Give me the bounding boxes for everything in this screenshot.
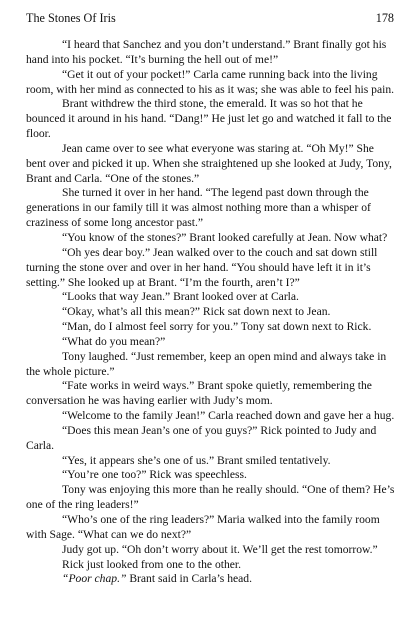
paragraph: “Who’s one of the ring leaders?” Maria walked into the family room with Sage. “What can we do next?” <box>26 513 380 541</box>
paragraph: “Okay, what’s all this mean?” Rick sat down next to Jean. <box>62 305 331 319</box>
paragraph: Brant withdrew the third stone, the emerald. It was so hot that he bounced it around in his hand. “Dang!” He just let go and watched it fall to the floor. <box>26 97 392 141</box>
paragraph: “Looks that way Jean.” Brant looked over at Carla. <box>62 290 299 304</box>
paragraph: Judy got up. “Oh don’t worry about it. We’ll get the rest tomorrow.” <box>62 542 378 556</box>
paragraph: “What do you mean?” <box>62 334 166 348</box>
paragraph: She turned it over in her hand. “The legend past down through the generations in our family till it was almost nothing more than a whisper of craziness of some long ancestor past.” <box>26 186 371 230</box>
paragraph: “You know of the stones?” Brant looked carefully at Jean. Now what? <box>62 230 388 244</box>
paragraph: Jean came over to see what everyone was staring at. “Oh My!” She bent over and picked it up. When she straightened up she looked at Judy, Tony, Brant and Carla. “One of the stones.” <box>26 141 392 185</box>
book-title: The Stones Of Iris <box>26 11 116 25</box>
paragraph: “Man, do I almost feel sorry for you.” Tony sat down next to Rick. <box>62 320 372 334</box>
paragraph: Rick just looked from one to the other. <box>62 557 242 571</box>
paragraph: “Oh yes dear boy.” Jean walked over to the couch and sat down still turning the stone over and over in her hand. “You should have left it in it’s setting.” She looked up at Brant. “I’m the fourth, aren’t I?” <box>26 245 378 289</box>
body-text <box>26 38 395 587</box>
paragraph: Tony laughed. “Just remember, keep an open mind and always take in the whole picture.” <box>26 349 387 378</box>
running-header <box>26 10 394 28</box>
paragraph: “Welcome to the family Jean!” Carla reached down and gave her a hug. <box>62 409 395 423</box>
paragraph: Tony was enjoying this more than he really should. “One of them? He’s one of the ring leaders!” <box>26 483 395 512</box>
page-number: 178 <box>375 11 394 25</box>
paragraph: “Yes, it appears she’s one of us.” Brant smiled tentatively. <box>62 453 331 467</box>
italic-thought: “Poor chap.” <box>62 572 127 586</box>
paragraph-last <box>26 572 395 587</box>
paragraph-rest: Brant said in Carla’s head. <box>126 572 252 586</box>
paragraph: “I heard that Sanchez and you don’t understand.” Brant finally got his hand into his pocket. “It’s burning the hell out of me!” <box>26 38 387 66</box>
paragraph: “You’re one too?” Rick was speechless. <box>62 468 247 482</box>
paragraph: “Fate works in weird ways.” Brant spoke quietly, remembering the conversation he was having earlier with Judy’s mom. <box>26 379 372 408</box>
paragraph: “Does this mean Jean’s one of you guys?” Rick pointed to Judy and Carla. <box>26 423 377 452</box>
paragraph: “Get it out of your pocket!” Carla came running back into the living room, with her mind as connected to his as it was; she was able to feel his pain. <box>26 67 395 96</box>
